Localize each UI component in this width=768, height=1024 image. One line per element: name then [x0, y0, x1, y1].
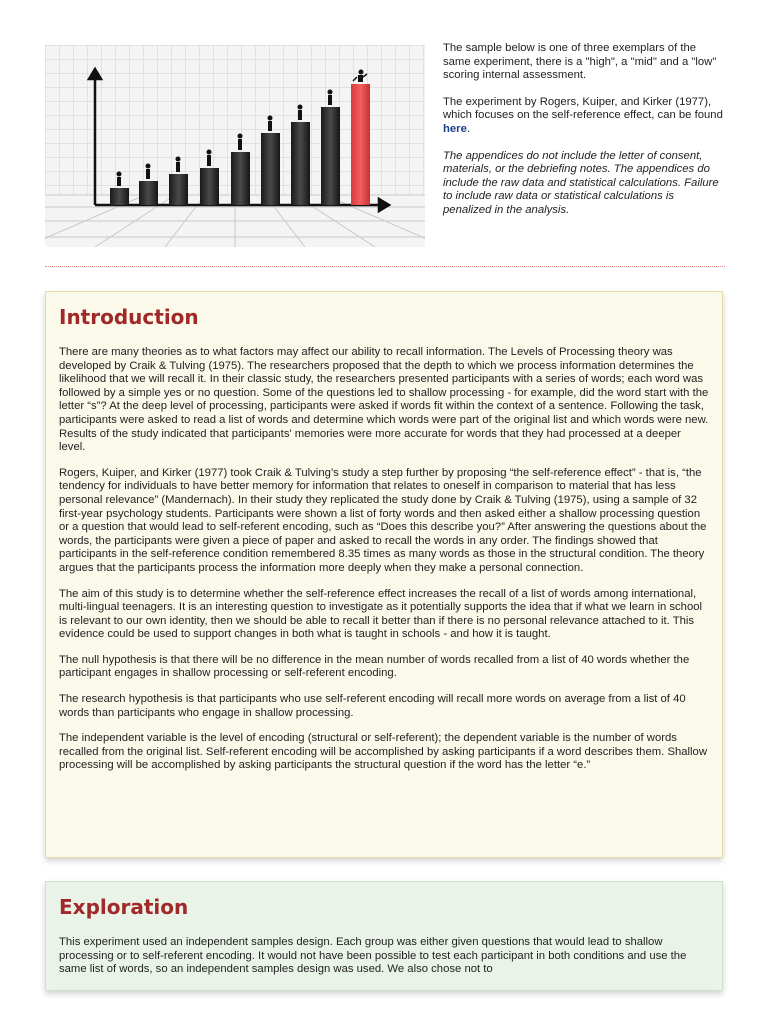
introduction-paragraph: The independent variable is the level of encoding (structural or self-referent); the dependent variable is the number of words recalled from the original list. Self-referent encoding will be accomplished by asking participants if a word describes them. Shallow processing will be accomplished by asking participants the structural question if the word has the letter “e.”: [59, 732, 707, 772]
exploration-section: [45, 881, 723, 991]
exploration-title: Exploration: [59, 895, 189, 919]
header-note-2-text: The experiment by Rogers, Kuiper, and Kirker (1977), which focuses on the self-reference effect, can be found: [443, 95, 723, 122]
bar-chart-growth-illustration: [45, 45, 425, 247]
chart-illustration-svg: [45, 45, 425, 247]
header-note-2: [443, 96, 723, 137]
introduction-paragraph: The research hypothesis is that participants who use self-referent encoding will recall more words on average from a list of 40 words than participants who engage in shallow processing.: [59, 693, 686, 719]
header-note-2-end: .: [466, 122, 471, 135]
introduction-paragraph: There are many theories as to what factors may affect our ability to recall information. The Levels of Processing theory was developed by Craik & Tulving (1975). The researchers proposed that the depth to which we process information determines the likelihood that we will recall it. In their classic study, the researchers presented participants with a series of words; each word was followed by a simple yes or no question. Some of the questions led to shallow processing - for example, did the word start with the letter “s”? At the deep level of processing, participants were asked if words fit within the context of a sentence. Following the task, participants were asked to read a list of words and determine which words were part of the original list and which words were new. Results of the study indicated that participants' memories were more accurate for words that they had processed at a deeper level.: [59, 346, 709, 454]
exploration-paragraph: This experiment used an independent samples design. Each group was either given questions that would lead to shallow processing or to self-referent encoding. It would not have been possible to test each participant in both conditions and use the same list of words, so an independent samples design was used. We also chose not to: [59, 936, 687, 976]
header-notes: [443, 42, 723, 231]
section-divider: [45, 266, 725, 267]
introduction-paragraph: The null hypothesis is that there will be no difference in the mean number of words recalled from a list of 40 words whether the participant engages in shallow processing or self-referent encoding.: [59, 653, 690, 680]
introduction-paragraph: Rogers, Kuiper, and Kirker (1977) took Craik & Tulving’s study a step further by proposing “the self-reference effect” - that is, “the tendency for individuals to have better memory for information that relates to oneself in comparison to material that has less personal relevance” (Mandernach). In their study they replicated the study done by Craik & Tulving (1975), using a sample of 32 first-year psychology students. Participants were shown a list of forty words and then asked either a shallow processing question or a question that would lead to self-referent encoding, such as “Does this describe you?” After answering the questions about the words, the participants were given a piece of paper and asked to recall the words in any order. The findings showed that participants in the self-reference condition remembered 8.35 times as many words as those in the structural condition. The theory argues that the participants process the information more deeply when they make a personal connection.: [59, 466, 707, 574]
introduction-title: Introduction: [59, 305, 199, 329]
header-note-1: The sample below is one of three exemplars of the same experiment, there is a "high", a "mid" and a "low" scoring internal assessment.: [443, 42, 717, 82]
introduction-section: [45, 291, 723, 858]
header-note-3: The appendices do not include the letter of consent, materials, or the debriefing notes. The appendices do include the raw data and statistical calculations. Failure to include raw data or statistical calculations is penalized in the analysis.: [443, 149, 719, 216]
introduction-paragraph: The aim of this study is to determine whether the self-reference effect increases the recall of a list of words among international, multi-lingual teenagers. It is an interesting question to investigate as it potentially supports the idea that if what we learn in school is relevant to our own identity, then we should be able to recall it better than if there is no personal relevance attached to it. This evidence could be used to support changes in both what is taught in schools - and how it is taught.: [59, 587, 703, 641]
experiment-link[interactable]: here: [443, 122, 467, 135]
